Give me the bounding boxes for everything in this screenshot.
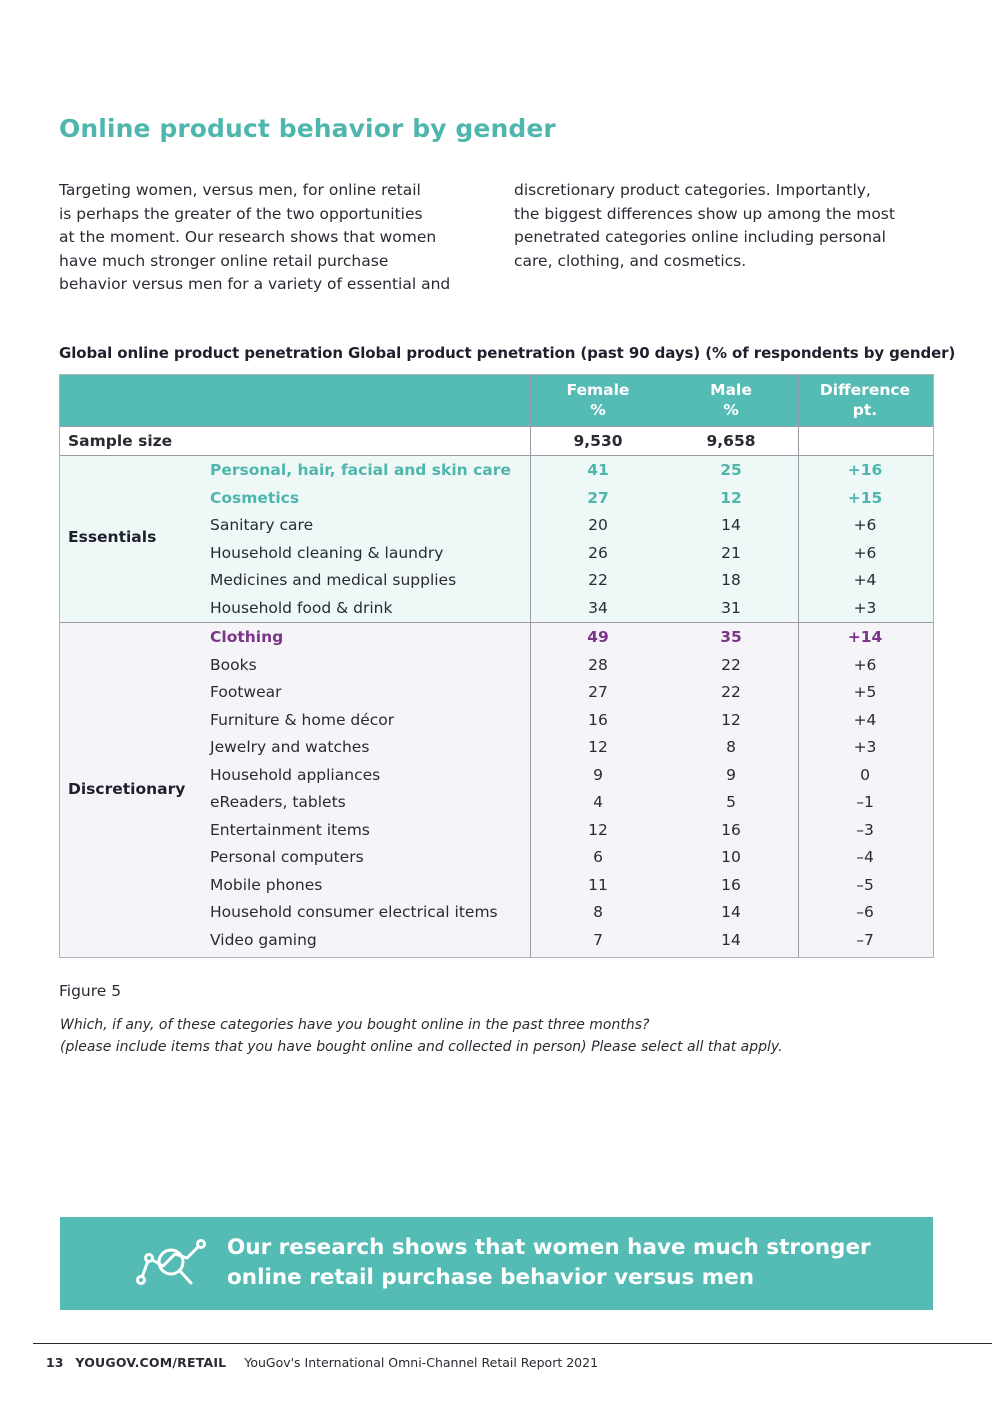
sample-size-female: 9,530 <box>573 432 623 450</box>
male-value: 10 <box>721 848 741 866</box>
difference-value: –4 <box>856 848 874 866</box>
data-search-icon <box>135 1236 207 1292</box>
difference-value: 0 <box>860 766 870 784</box>
female-value: 4 <box>593 793 603 811</box>
header-male-unit: % <box>723 401 739 419</box>
row-label: Household consumer electrical items <box>210 903 498 921</box>
intro-line: the biggest differences show up among the most <box>514 204 895 223</box>
male-value: 5 <box>726 793 736 811</box>
intro-line: discretionary product categories. Importantly, <box>514 181 871 199</box>
header-female-unit: % <box>590 401 606 419</box>
row-label: Personal, hair, facial and skin care <box>210 461 511 479</box>
female-value: 28 <box>588 656 608 674</box>
female-value: 26 <box>588 544 608 562</box>
intro-line: penetrated categories online including personal <box>514 228 886 246</box>
male-value: 22 <box>721 683 741 701</box>
female-value: 12 <box>588 738 608 756</box>
female-value: 41 <box>587 461 609 479</box>
table-title: Global online product penetration Global product penetration (past 90 days) (% of respondents by gender) <box>59 344 956 362</box>
site-link[interactable]: YOUGOV.COM/RETAIL <box>75 1355 227 1370</box>
survey-question <box>60 1014 783 1058</box>
group-label-discretionary: Discretionary <box>68 780 186 798</box>
female-value: 12 <box>588 821 608 839</box>
male-value: 12 <box>720 489 742 507</box>
male-value: 12 <box>721 711 741 729</box>
intro-line: at the moment. Our research shows that women <box>59 228 437 246</box>
table-border <box>59 374 934 958</box>
callout-line: online retail purchase behavior versus men <box>227 1265 755 1290</box>
row-label: Household cleaning & laundry <box>210 544 444 562</box>
difference-value: +3 <box>853 599 877 617</box>
male-value: 35 <box>720 628 742 646</box>
page-title: Online product behavior by gender <box>59 114 556 143</box>
row-label: Furniture & home décor <box>210 711 395 729</box>
callout-line: Our research shows that women have much stronger <box>227 1235 871 1260</box>
row-label: Personal computers <box>210 848 364 866</box>
row-label: Entertainment items <box>210 821 370 839</box>
page-footer <box>46 1355 598 1370</box>
footer-rule <box>33 1343 992 1344</box>
female-value: 6 <box>593 848 603 866</box>
female-value: 34 <box>588 599 608 617</box>
difference-value: +6 <box>853 544 877 562</box>
difference-value: –7 <box>856 931 874 949</box>
question-line: (please include items that you have bought online and collected in person) Please select all that apply. <box>60 1039 783 1055</box>
callout-banner <box>60 1217 933 1310</box>
female-value: 27 <box>587 489 609 507</box>
difference-value: –5 <box>856 876 874 894</box>
page-number: 13 <box>46 1355 64 1370</box>
report-title: YouGov's International Omni-Channel Retail Report 2021 <box>244 1355 599 1370</box>
intro-line: behavior versus men for a variety of essential and <box>59 275 451 293</box>
difference-value: +14 <box>847 628 883 646</box>
male-value: 9 <box>726 766 736 784</box>
difference-value: +6 <box>853 516 877 534</box>
header-female-label: Female <box>566 381 630 399</box>
header-male-label: Male <box>710 381 752 399</box>
male-value: 21 <box>721 544 741 562</box>
row-label: Household food & drink <box>210 599 393 617</box>
figure-label: Figure 5 <box>59 982 122 1000</box>
row-label: Footwear <box>210 683 282 701</box>
female-value: 27 <box>588 683 608 701</box>
row-label: Video gaming <box>210 931 317 949</box>
header-diff-label: Difference <box>819 381 911 399</box>
callout-text <box>227 1233 871 1293</box>
female-value: 9 <box>593 766 603 784</box>
row-label: Mobile phones <box>210 876 323 894</box>
difference-value: –1 <box>856 793 874 811</box>
row-label: Sanitary care <box>210 516 314 534</box>
female-value: 20 <box>588 516 608 534</box>
female-value: 8 <box>593 903 603 921</box>
row-label: eReaders, tablets <box>210 793 346 811</box>
male-value: 8 <box>726 738 736 756</box>
female-value: 22 <box>588 571 608 589</box>
sample-size-male: 9,658 <box>706 432 756 450</box>
difference-value: +16 <box>847 461 883 479</box>
male-value: 14 <box>721 931 741 949</box>
row-label: Clothing <box>210 628 284 646</box>
difference-value: +4 <box>853 571 877 589</box>
question-line: Which, if any, of these categories have you bought online in the past three months? <box>60 1017 650 1033</box>
row-label: Jewelry and watches <box>210 738 370 756</box>
intro-line: Targeting women, versus men, for online retail <box>59 181 421 199</box>
female-value: 16 <box>588 711 608 729</box>
row-label: Books <box>210 656 257 674</box>
male-value: 14 <box>721 516 741 534</box>
difference-value: +15 <box>847 489 883 507</box>
intro-line: care, clothing, and cosmetics. <box>514 251 747 270</box>
group-label-essentials: Essentials <box>68 528 157 546</box>
difference-value: +5 <box>853 683 877 701</box>
female-value: 11 <box>588 876 608 894</box>
male-value: 18 <box>721 571 741 589</box>
penetration-table <box>59 374 934 958</box>
difference-value: +3 <box>853 738 877 756</box>
difference-value: –3 <box>856 821 874 839</box>
sample-size-label: Sample size <box>68 432 173 450</box>
male-value: 14 <box>721 903 741 921</box>
intro-column-right <box>514 179 895 273</box>
row-label: Household appliances <box>210 766 381 784</box>
row-label: Cosmetics <box>210 489 300 507</box>
row-label: Medicines and medical supplies <box>210 571 457 589</box>
difference-value: +4 <box>853 711 877 729</box>
male-value: 25 <box>720 461 742 479</box>
male-value: 16 <box>721 876 741 894</box>
difference-value: +6 <box>853 656 877 674</box>
intro-line: have much stronger online retail purchase <box>59 251 389 270</box>
male-value: 22 <box>721 656 741 674</box>
difference-value: –6 <box>856 903 874 921</box>
intro-line: is perhaps the greater of the two opportunities <box>59 204 423 223</box>
intro-column-left <box>59 179 450 297</box>
male-value: 16 <box>721 821 741 839</box>
header-diff-unit: pt. <box>852 401 878 419</box>
female-value: 49 <box>587 628 609 646</box>
male-value: 31 <box>721 599 741 617</box>
female-value: 7 <box>593 931 603 949</box>
